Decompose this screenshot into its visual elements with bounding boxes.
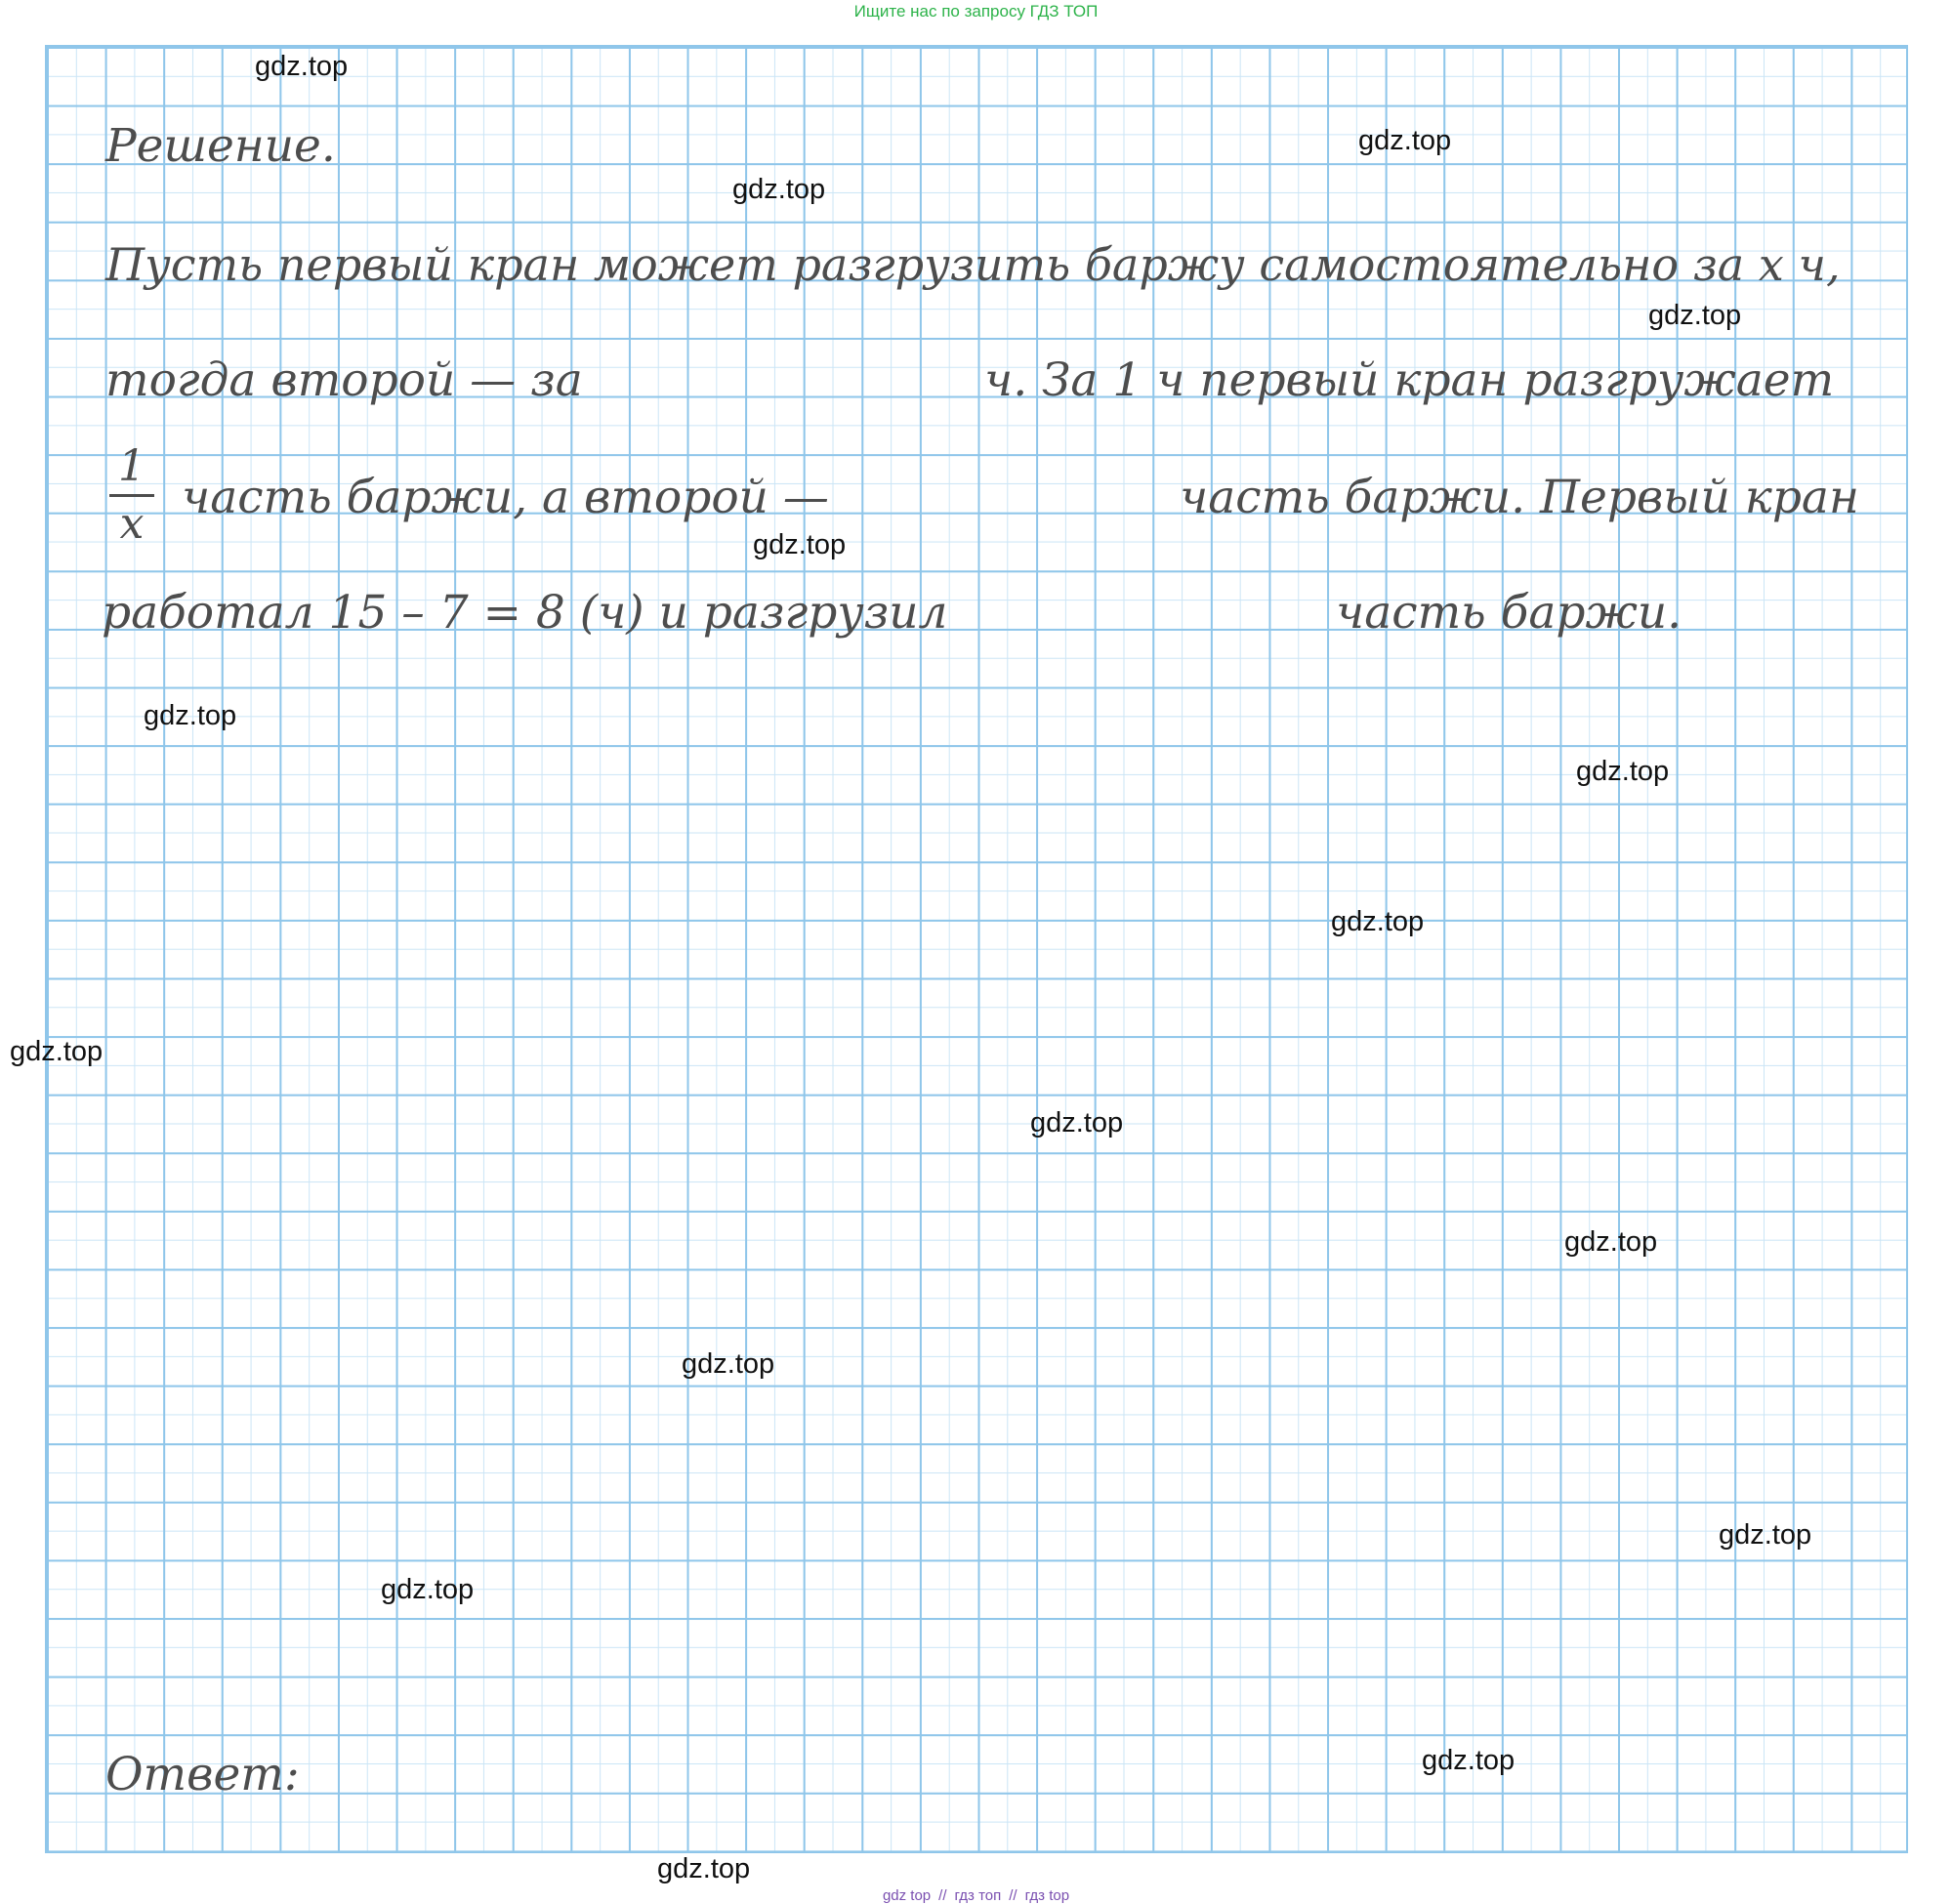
- solution-line-2a: тогда второй — за: [105, 353, 583, 407]
- bottom-banner-separator: //: [1009, 1887, 1018, 1904]
- watermark: gdz.top: [10, 1036, 104, 1067]
- watermark: gdz.top: [1576, 756, 1670, 787]
- watermark: gdz.top: [732, 174, 826, 205]
- solution-heading: Решение.: [105, 119, 336, 173]
- watermark: gdz.top: [1358, 125, 1452, 156]
- watermark: gdz.top: [682, 1348, 775, 1380]
- graph-paper-grid: [45, 45, 1908, 1853]
- fraction-denominator: x: [119, 499, 145, 549]
- fraction-numerator: 1: [118, 441, 145, 491]
- fraction-1-over-x: [109, 441, 154, 549]
- solution-line-4a: работал 15 – 7 = 8 (ч) и разгрузил: [102, 586, 948, 640]
- watermark: gdz.top: [1648, 300, 1742, 331]
- bottom-banner-item: гдз top: [1024, 1887, 1070, 1904]
- watermark: gdz.top: [753, 529, 847, 560]
- answer-label: Ответ:: [105, 1748, 300, 1801]
- watermark: gdz.top: [381, 1574, 475, 1605]
- watermark: gdz.top: [144, 700, 237, 731]
- watermark: gdz.top: [1030, 1107, 1124, 1138]
- solution-line-3b: часть баржи. Первый кран: [1180, 471, 1859, 524]
- watermark: gdz.top: [255, 51, 349, 82]
- watermark: gdz.top: [1719, 1519, 1812, 1551]
- bottom-banner-item: гдз топ: [954, 1887, 1002, 1904]
- solution-line-2b: ч. За 1 ч первый кран разгружает: [984, 353, 1835, 407]
- bottom-banner: [0, 1888, 1952, 1903]
- bottom-banner-separator: //: [938, 1887, 947, 1904]
- bottom-banner-item: gdz top: [882, 1887, 932, 1904]
- watermark: gdz.top: [1564, 1226, 1658, 1258]
- solution-line-1: Пусть первый кран может разгрузить баржу самостоятельно за x ч,: [105, 238, 1841, 291]
- fraction-bar: [109, 494, 154, 497]
- watermark: gdz.top: [657, 1853, 751, 1884]
- solution-line-4b: часть баржи.: [1336, 586, 1682, 640]
- watermark: gdz.top: [1422, 1745, 1516, 1776]
- solution-line-3a: часть баржи, а второй —: [182, 471, 829, 524]
- watermark: gdz.top: [1331, 906, 1425, 937]
- top-banner: Ищите нас по запросу ГДЗ ТОП: [853, 2, 1099, 21]
